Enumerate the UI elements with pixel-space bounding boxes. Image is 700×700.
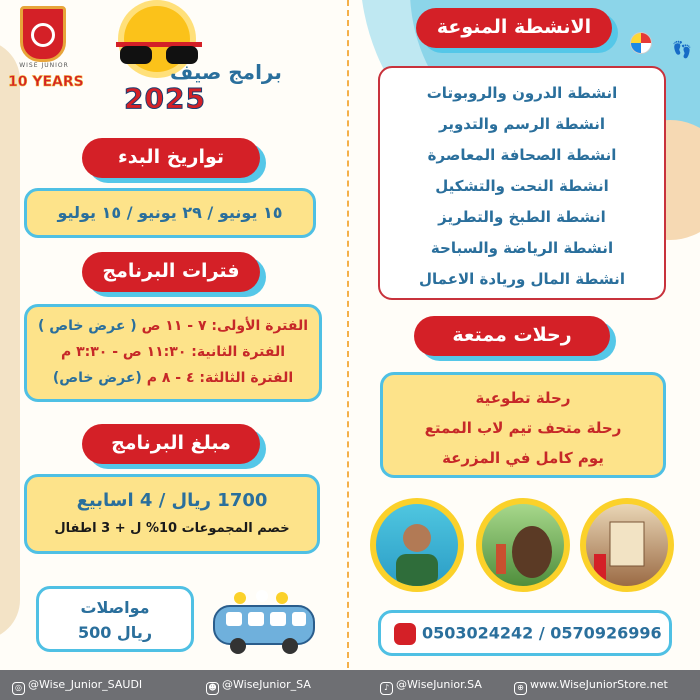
- phone-icon: [394, 623, 416, 645]
- price-box: [24, 474, 320, 554]
- contact-phones[interactable]: 0503024242 / 0570926996: [421, 623, 662, 643]
- activity-item: انشطة الرياضة والسباحة: [430, 239, 614, 257]
- period-first: الفترة الأولى: ٧ - ١١ ص ( عرض خاص ): [37, 318, 309, 334]
- footer-tiktok[interactable]: ♪ @WiseJunior.SA: [380, 678, 482, 695]
- social-footer: [0, 670, 700, 700]
- logo-caption: WISE JUNIOR: [19, 62, 69, 69]
- period-second: الفترة الثانية: ١١:٣٠ ص - ٣:٣٠ م: [60, 344, 286, 360]
- price-header: مبلغ البرنامج: [82, 424, 260, 464]
- transport-box: [36, 586, 194, 652]
- activities-header: الانشطة المنوعة: [416, 8, 612, 48]
- group-discount: خصم المجموعات 10% ل + 3 اطفال: [54, 521, 290, 536]
- photo-museum: [580, 498, 674, 592]
- years-badge: 10 YEARS: [8, 74, 84, 90]
- start-dates-header: تواريخ البدء: [82, 138, 260, 178]
- decor-shape: [0, 40, 20, 640]
- activity-item: انشطة النحت والتشكيل: [435, 177, 609, 195]
- logo-hands-icon: [31, 23, 55, 47]
- activity-item: انشطة الدرون والروبوتات: [426, 84, 618, 102]
- periods-box: [24, 304, 322, 402]
- beach-ball-icon: [630, 32, 652, 54]
- trip-item: يوم كامل في المزرعة: [442, 449, 604, 467]
- tiktok-icon: ♪: [380, 682, 393, 695]
- trip-item: رحلة متحف تيم لاب الممتع: [424, 419, 622, 437]
- activities-box: [378, 66, 666, 300]
- trip-item: رحلة تطوعية: [475, 389, 571, 407]
- program-title: برامج صيف: [170, 60, 282, 84]
- snapchat-icon: ☻: [206, 682, 219, 695]
- footer-snapchat[interactable]: ☻ @WiseJunior_SA: [206, 678, 311, 695]
- transport-label: مواصلات: [80, 598, 150, 617]
- program-year: 2025: [124, 82, 206, 115]
- photo-swimming-boy: [370, 498, 464, 592]
- price-amount: 1700 ريال / 4 اسابيع: [76, 490, 268, 511]
- transport-amount: 500 ريال: [77, 623, 153, 642]
- activity-item: انشطة الطبخ والتطريز: [438, 208, 606, 226]
- trips-header: رحلات ممتعة: [414, 316, 610, 356]
- instagram-icon: ◎: [12, 682, 25, 695]
- center-divider: [347, 0, 349, 668]
- globe-icon: ⊕: [514, 682, 527, 695]
- photo-farm-horse: [476, 498, 570, 592]
- periods-header: فترات البرنامج: [82, 252, 260, 292]
- footer-website[interactable]: ⊕ www.WiseJuniorStore.net: [514, 678, 668, 695]
- bus-icon: [210, 590, 320, 656]
- wise-junior-logo: [20, 6, 66, 62]
- activity-item: انشطة الرسم والتدوير: [439, 115, 605, 133]
- period-third: الفترة الثالثة: ٤ - ٨ م (عرض خاص): [52, 370, 294, 386]
- trips-box: [380, 372, 666, 478]
- start-dates-box: ١٥ يونيو / ٢٩ يونيو / ١٥ يوليو: [24, 188, 316, 238]
- contact-box: [378, 610, 672, 656]
- activity-item: انشطة الصحافة المعاصرة: [427, 146, 617, 164]
- footer-instagram[interactable]: ◎ @Wise_Junior_SAUDI: [12, 678, 142, 695]
- slippers-icon: 👣: [672, 40, 692, 59]
- activity-item: انشطة المال وريادة الاعمال: [419, 270, 625, 288]
